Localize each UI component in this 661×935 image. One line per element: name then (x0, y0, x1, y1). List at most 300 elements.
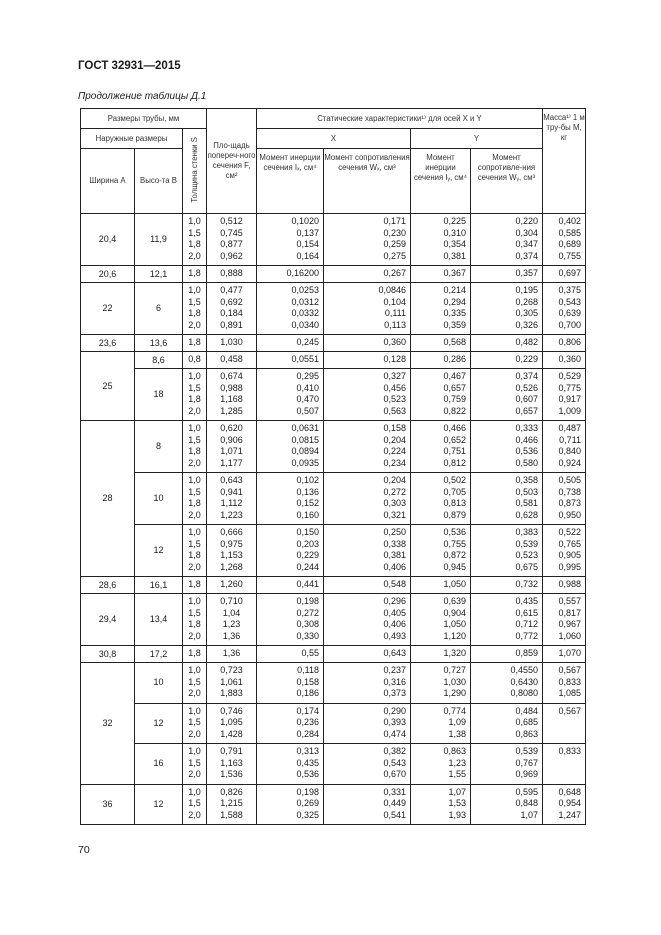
cell-ix (257, 784, 324, 825)
value-wy: 0,859 (515, 648, 538, 658)
cell-iy (411, 784, 471, 825)
value-area: 0,620 (220, 423, 243, 433)
cell-iy (411, 577, 471, 594)
cell-width: 32 (81, 663, 135, 785)
value-iy: 0,536 (443, 527, 466, 537)
value-wy: 0,628 (515, 509, 538, 520)
value-wall: 1,0 (188, 786, 201, 797)
value-mass: 0,833 (558, 676, 581, 687)
value-iy: 0,759 (443, 394, 466, 404)
value-area: 1,177 (220, 457, 243, 468)
table-row (81, 577, 586, 594)
value-area: 0,826 (220, 786, 243, 797)
value-area: 1,071 (220, 446, 243, 456)
value-wy: 0,539 (515, 746, 538, 756)
value-mass: 0,995 (558, 561, 581, 572)
cell-iy (411, 421, 471, 473)
value-wy: 0,595 (515, 786, 538, 797)
value-wall: 1,5 (188, 757, 201, 768)
value-mass: 1,070 (558, 648, 581, 658)
value-mass: 0,755 (558, 250, 581, 261)
value-ix: 0,470 (296, 394, 319, 404)
value-iy: 0,879 (443, 509, 466, 520)
cell-wx (324, 369, 411, 421)
value-wy: 0,333 (515, 423, 538, 433)
value-wx: 0,523 (383, 394, 406, 404)
value-wx: 0,275 (383, 250, 406, 261)
value-mass: 0,505 (558, 475, 581, 485)
value-wall: 1,0 (188, 423, 201, 433)
cell-mass (543, 473, 586, 525)
cell-iy (411, 525, 471, 577)
cell-height: 18 (135, 369, 183, 421)
value-iy: 1,38 (448, 728, 466, 739)
value-wall: 1,0 (188, 371, 201, 381)
value-wy: 0,8080 (510, 688, 538, 698)
value-wall: 2,0 (188, 405, 201, 416)
cell-ix (257, 473, 324, 525)
header-width: Ширина A (81, 149, 135, 214)
value-iy: 1,09 (448, 717, 466, 727)
value-wall: 1,0 (188, 285, 201, 295)
value-area: 1,588 (220, 809, 243, 820)
value-ix: 0,0815 (291, 434, 319, 445)
cell-wy (471, 421, 543, 473)
value-ix: 0,203 (296, 538, 319, 549)
cell-mass (543, 214, 586, 266)
value-mass: 0,700 (558, 319, 581, 330)
cell-width: 30,8 (81, 646, 135, 663)
value-area: 1,030 (220, 337, 243, 347)
value-wy: 0,383 (515, 527, 538, 537)
value-iy: 0,466 (443, 423, 466, 433)
value-wx: 0,158 (383, 423, 406, 433)
value-wx: 0,563 (383, 405, 406, 416)
cell-iy (411, 266, 471, 283)
value-ix: 0,244 (296, 561, 319, 572)
cell-wall (183, 352, 207, 369)
value-wx: 0,204 (383, 475, 406, 485)
table-row (81, 784, 586, 825)
header-mass: Масса¹⁾ 1 м тру-бы M, кг (543, 109, 586, 214)
value-wall: 1,0 (188, 746, 201, 756)
value-wx: 0,296 (383, 596, 406, 606)
value-wx: 0,543 (383, 757, 406, 768)
value-wy: 0,848 (515, 798, 538, 808)
cell-height: 12 (135, 525, 183, 577)
value-wall: 2,0 (188, 509, 201, 520)
cell-ix (257, 335, 324, 352)
value-wx: 0,493 (383, 630, 406, 641)
value-area: 0,888 (220, 268, 243, 278)
value-mass: 0,697 (558, 268, 581, 278)
value-wy: 0,581 (515, 498, 538, 508)
cell-wx (324, 283, 411, 335)
value-ix: 0,0332 (291, 308, 319, 318)
value-wx: 0,316 (383, 676, 406, 687)
value-area: 1,215 (220, 798, 243, 808)
value-wy: 0,435 (515, 596, 538, 606)
value-wall: 1,5 (188, 296, 201, 307)
value-wall: 1,5 (188, 434, 201, 445)
value-wy: 0,374 (515, 371, 538, 381)
cell-wall (183, 214, 207, 266)
cell-height: 10 (135, 663, 183, 704)
value-ix: 0,137 (296, 227, 319, 238)
cell-wy (471, 594, 543, 646)
value-iy: 0,467 (443, 371, 466, 381)
cell-wy (471, 214, 543, 266)
cell-area (207, 369, 257, 421)
value-wx: 0,643 (383, 648, 406, 658)
table-row (81, 369, 586, 421)
cell-wx (324, 646, 411, 663)
cell-area (207, 594, 257, 646)
value-mass: 0,765 (558, 538, 581, 549)
value-iy: 0,812 (443, 457, 466, 468)
cell-wall (183, 283, 207, 335)
value-iy: 1,93 (448, 809, 466, 820)
value-ix: 0,0894 (291, 446, 319, 456)
value-ix: 0,136 (296, 486, 319, 497)
value-area: 1,168 (220, 394, 243, 404)
value-iy: 1,030 (443, 676, 466, 687)
cell-wy (471, 784, 543, 825)
cell-width: 23,6 (81, 335, 135, 352)
cell-height: 16,1 (135, 577, 183, 594)
value-iy: 0,359 (443, 319, 466, 330)
value-wx: 0,456 (383, 382, 406, 393)
cell-area (207, 577, 257, 594)
value-wy: 0,615 (515, 607, 538, 618)
value-iy: 0,367 (443, 268, 466, 278)
value-iy: 0,354 (443, 239, 466, 249)
value-wall: 1,0 (188, 665, 201, 675)
cell-mass (543, 369, 586, 421)
value-wall: 1,5 (188, 227, 201, 238)
value-area: 0,710 (220, 596, 243, 606)
value-mass: 0,738 (558, 486, 581, 497)
value-wy: 0,526 (515, 382, 538, 393)
cell-iy (411, 335, 471, 352)
table-row (81, 473, 586, 525)
value-wall: 1,5 (188, 798, 201, 808)
cell-wall (183, 421, 207, 473)
cell-area (207, 525, 257, 577)
value-wy: 0,657 (515, 405, 538, 416)
header-pipe-sizes: Размеры трубы, мм (81, 109, 207, 129)
cell-iy (411, 283, 471, 335)
value-area: 1,153 (220, 550, 243, 560)
value-wy: 0,539 (515, 538, 538, 549)
cell-wy (471, 663, 543, 704)
value-wx: 0,381 (383, 550, 406, 560)
value-wx: 0,104 (383, 296, 406, 307)
cell-height: 12 (135, 703, 183, 744)
value-wall: 1,5 (188, 607, 201, 618)
cell-wall (183, 594, 207, 646)
value-area: 1,883 (220, 688, 243, 698)
value-wy: 0,347 (515, 239, 538, 249)
value-wy: 0,305 (515, 308, 538, 318)
cell-height: 11,9 (135, 214, 183, 266)
cell-ix (257, 703, 324, 744)
value-wy: 0,607 (515, 394, 538, 404)
value-mass: 0,840 (558, 446, 581, 456)
value-ix: 0,536 (296, 769, 319, 779)
value-iy: 0,568 (443, 337, 466, 347)
value-mass: 0,567 (558, 665, 581, 675)
cell-wy (471, 352, 543, 369)
value-wall: 1,0 (188, 475, 201, 485)
cell-mass (543, 703, 586, 744)
value-wy: 0,536 (515, 446, 538, 456)
value-iy: 0,755 (443, 538, 466, 549)
value-wall: 0,8 (188, 354, 201, 364)
cell-iy (411, 703, 471, 744)
value-wall: 1,5 (188, 486, 201, 497)
value-iy: 1,050 (443, 619, 466, 629)
value-area: 0,791 (220, 746, 243, 756)
cell-mass (543, 421, 586, 473)
cell-width: 20,4 (81, 214, 135, 266)
cell-wy (471, 266, 543, 283)
cell-wall (183, 335, 207, 352)
cell-wy (471, 525, 543, 577)
value-area: 1,536 (220, 769, 243, 779)
value-wx: 0,406 (383, 561, 406, 572)
cell-height: 13,6 (135, 335, 183, 352)
value-area: 1,285 (220, 405, 243, 416)
value-area: 0,988 (220, 382, 243, 393)
value-iy: 1,53 (448, 798, 466, 808)
cell-wx (324, 352, 411, 369)
value-wall: 2,0 (188, 688, 201, 698)
cell-iy (411, 214, 471, 266)
value-wy: 0,523 (515, 550, 538, 560)
cell-wall (183, 473, 207, 525)
value-ix: 0,198 (296, 596, 319, 606)
value-mass: 0,775 (558, 382, 581, 393)
value-wy: 0,580 (515, 457, 538, 468)
value-ix: 0,0631 (291, 423, 319, 433)
value-ix: 0,325 (296, 809, 319, 820)
value-mass: 0,522 (558, 527, 581, 537)
value-iy: 0,214 (443, 285, 466, 295)
value-ix: 0,435 (296, 757, 319, 768)
cell-iy (411, 594, 471, 646)
value-mass: 0,988 (558, 579, 581, 589)
value-ix: 0,160 (296, 509, 319, 520)
value-area: 0,746 (220, 705, 243, 716)
cell-ix (257, 646, 324, 663)
value-wx: 0,338 (383, 538, 406, 549)
cell-area (207, 214, 257, 266)
cell-mass (543, 594, 586, 646)
value-ix: 0,313 (296, 746, 319, 756)
value-area: 0,692 (220, 296, 243, 307)
value-mass: 0,543 (558, 296, 581, 307)
value-ix: 0,150 (296, 527, 319, 537)
value-wx: 0,237 (383, 665, 406, 675)
value-iy: 1,320 (443, 648, 466, 658)
value-wy: 0,482 (515, 337, 538, 347)
cell-mass (543, 525, 586, 577)
table-row (81, 352, 586, 369)
value-iy: 1,050 (443, 579, 466, 589)
cell-area (207, 663, 257, 704)
value-mass: 1,009 (558, 405, 581, 416)
table-row (81, 525, 586, 577)
cell-ix (257, 744, 324, 785)
value-mass: 1,060 (558, 630, 581, 641)
value-wx: 0,259 (383, 239, 406, 249)
value-wx: 0,406 (383, 619, 406, 629)
value-wx: 0,171 (383, 216, 406, 226)
value-ix: 0,154 (296, 239, 319, 249)
value-iy: 0,639 (443, 596, 466, 606)
value-wall: 2,0 (188, 250, 201, 261)
cell-wx (324, 663, 411, 704)
value-wall: 1,5 (188, 717, 201, 727)
table-row (81, 283, 586, 335)
value-wall: 1,8 (188, 619, 201, 629)
cell-width: 36 (81, 784, 135, 825)
value-ix: 0,152 (296, 498, 319, 508)
cell-iy (411, 352, 471, 369)
value-wy: 0,220 (515, 216, 538, 226)
header-area: Пло-щадь попереч-ного сечения F, см² (207, 109, 257, 214)
value-area: 0,745 (220, 227, 243, 238)
cell-width: 28 (81, 421, 135, 577)
value-wy: 0,772 (515, 630, 538, 641)
value-ix: 0,410 (296, 382, 319, 393)
value-wall: 1,0 (188, 527, 201, 537)
value-mass: 0,585 (558, 227, 581, 238)
value-wall: 1,8 (188, 268, 201, 278)
value-mass: 0,950 (558, 509, 581, 520)
value-iy: 0,727 (443, 665, 466, 675)
value-mass: 0,954 (558, 798, 581, 808)
value-ix: 0,0551 (291, 354, 319, 364)
value-area: 0,184 (220, 308, 243, 318)
cell-width: 29,4 (81, 594, 135, 646)
table-row (81, 594, 586, 646)
value-iy: 0,502 (443, 475, 466, 485)
cell-wx (324, 421, 411, 473)
cell-mass (543, 577, 586, 594)
value-mass: 0,529 (558, 371, 581, 381)
cell-ix (257, 594, 324, 646)
cell-area (207, 335, 257, 352)
value-wx: 0,204 (383, 434, 406, 445)
value-area: 1,23 (222, 619, 241, 629)
value-mass: 0,967 (558, 619, 581, 629)
cell-area (207, 266, 257, 283)
cell-iy (411, 646, 471, 663)
cell-iy (411, 369, 471, 421)
value-wy: 0,712 (515, 619, 538, 629)
value-ix: 0,55 (301, 648, 319, 658)
cell-wall (183, 266, 207, 283)
value-iy: 0,751 (443, 446, 466, 456)
table-row (81, 744, 586, 785)
page-number: 70 (78, 844, 90, 856)
value-wall: 2,0 (188, 630, 201, 641)
cell-wx (324, 744, 411, 785)
cell-iy (411, 744, 471, 785)
cell-wall (183, 663, 207, 704)
value-ix: 0,0312 (291, 296, 319, 307)
value-mass: 0,711 (559, 434, 581, 445)
value-iy: 0,904 (443, 607, 466, 618)
table-row (81, 266, 586, 283)
value-wy: 0,357 (515, 268, 538, 278)
header-wall (183, 129, 207, 214)
value-iy: 0,945 (443, 561, 466, 572)
table-row (81, 421, 586, 473)
value-iy: 0,813 (443, 498, 466, 508)
value-wall: 1,5 (188, 676, 201, 687)
value-wy: 0,969 (515, 769, 538, 779)
cell-height: 8 (135, 421, 183, 473)
value-wall: 1,8 (188, 498, 201, 508)
cell-mass (543, 283, 586, 335)
cell-area (207, 352, 257, 369)
value-wy: 0,466 (515, 434, 538, 445)
value-wall: 2,0 (188, 457, 201, 468)
cell-mass (543, 744, 586, 785)
value-mass: 0,360 (558, 354, 581, 364)
cell-ix (257, 577, 324, 594)
value-wy: 0,304 (515, 227, 538, 238)
value-area: 1,36 (222, 630, 241, 641)
value-wy: 0,732 (515, 579, 538, 589)
value-area: 0,512 (220, 216, 243, 226)
value-mass: 0,375 (558, 285, 581, 295)
value-wx: 0,405 (383, 607, 406, 618)
value-wx: 0,111 (384, 308, 406, 318)
value-wx: 0,234 (383, 457, 406, 468)
value-mass: 0,639 (558, 308, 581, 318)
cell-area (207, 784, 257, 825)
table-row (81, 214, 586, 266)
cell-ix (257, 283, 324, 335)
cell-area (207, 473, 257, 525)
value-iy: 0,657 (443, 382, 466, 393)
value-mass: 0,873 (558, 498, 581, 508)
value-iy: 0,381 (443, 250, 466, 261)
value-wx: 0,290 (383, 705, 406, 716)
cell-width: 25 (81, 352, 135, 421)
value-area: 0,643 (220, 475, 243, 485)
value-wy: 0,374 (515, 250, 538, 261)
value-wall: 1,8 (188, 337, 201, 347)
value-area: 1,04 (222, 607, 241, 618)
value-ix: 0,308 (296, 619, 319, 629)
table-row (81, 663, 586, 704)
value-mass: 0,917 (558, 394, 581, 404)
cell-wx (324, 703, 411, 744)
cell-ix (257, 266, 324, 283)
value-wx: 0,474 (383, 728, 406, 739)
cell-ix (257, 421, 324, 473)
value-area: 0,906 (220, 434, 243, 445)
value-ix: 0,0340 (291, 319, 319, 330)
value-iy: 0,863 (443, 746, 466, 756)
value-area: 1,36 (222, 648, 241, 658)
value-mass: 0,806 (558, 337, 581, 347)
